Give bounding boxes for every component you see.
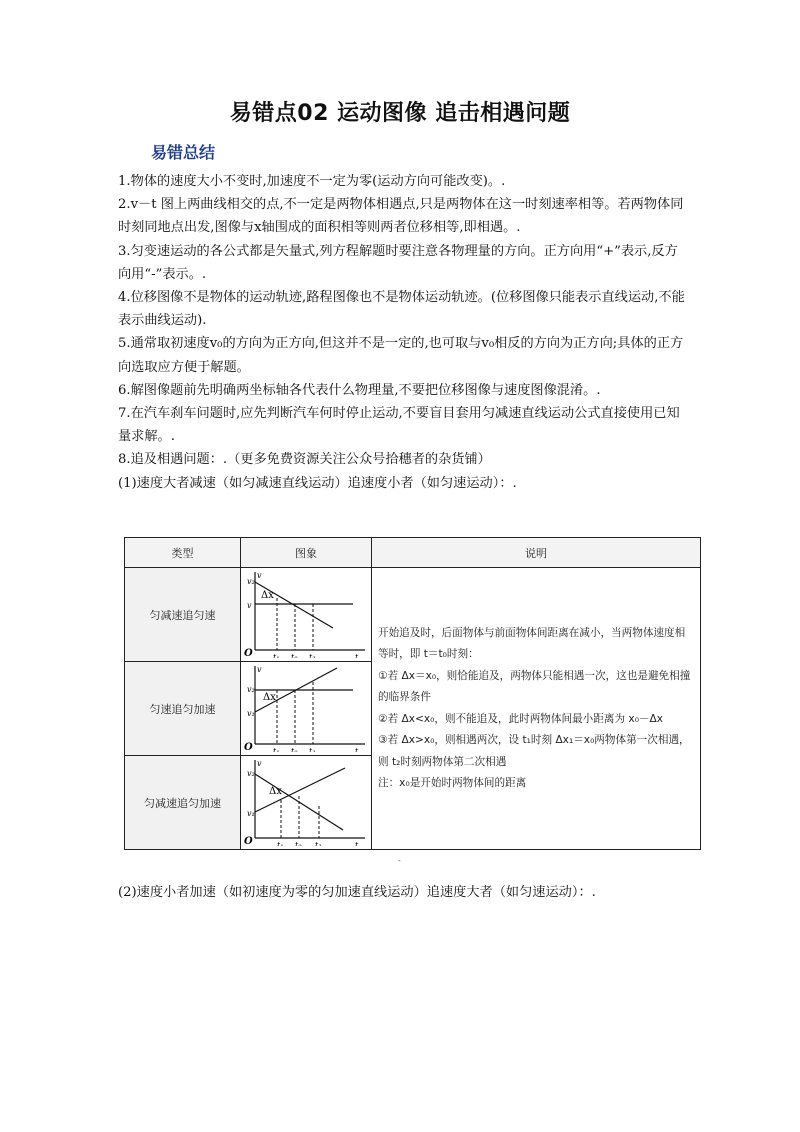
graph-row-1 bbox=[241, 568, 372, 662]
label-t1-2: t₁ bbox=[273, 747, 280, 752]
label-v2-3: v₂ bbox=[247, 769, 255, 778]
footer-dot: - bbox=[398, 856, 401, 865]
desc-case-2: ②若 Δx<x₀，则不能追及，此时两物体间最小距离为 x₀－Δx bbox=[378, 712, 664, 725]
label-v1-2: v₁ bbox=[247, 709, 255, 718]
header-graph: 图象 bbox=[241, 538, 372, 568]
label-t1: t₁ bbox=[273, 653, 280, 658]
type-row-1: 匀减速追匀速 bbox=[125, 568, 241, 662]
section-heading: 易错总结 bbox=[151, 143, 216, 162]
label-v-3: v bbox=[257, 759, 262, 768]
label-t0-2: t₀ bbox=[291, 747, 298, 752]
item-9: (1)速度大者减速（如匀减速直线运动）追速度小者（如匀速运动）：. bbox=[118, 475, 517, 491]
desc-case-1: ①若 Δx＝x₀，则恰能追及，两物体只能相遇一次，这也是避免相撞的临界条件 bbox=[378, 669, 691, 703]
label-v: v bbox=[257, 571, 262, 580]
vt-graph-uniform-vs-accel bbox=[241, 662, 369, 752]
item-5: 5.通常取初速度v₀的方向为正方向,但这并不是一定的,也可取与v₀相反的方向为正方向;具体的正方向选取应方便于解题。 bbox=[118, 336, 684, 375]
label-v2: v₂ bbox=[247, 577, 255, 586]
item-3: 3.匀变速运动的各公式都是矢量式,列方程解题时要注意各物理量的方向。正方向用“+”表示,反方向用“-”表示。. bbox=[118, 243, 678, 282]
item-10: (2)速度小者加速（如初速度为零的匀加速直线运动）追速度大者（如匀速运动）：. bbox=[118, 885, 596, 900]
item-4: 4.位移图像不是物体的运动轨迹,路程图像也不是物体运动轨迹。(位移图像只能表示直线运动,不能表示曲线运动). bbox=[118, 290, 685, 329]
label-dx-3: Δx bbox=[269, 786, 282, 797]
label-t0-3: t₀ bbox=[295, 841, 302, 846]
vt-graph-decel-vs-accel bbox=[241, 756, 369, 846]
summary-list bbox=[118, 170, 690, 495]
desc-intro: 开始追及时，后面物体与前面物体间距离在减小，当两物体速度相等时，即 t＝t₀时刻： bbox=[378, 626, 686, 660]
description bbox=[372, 568, 701, 850]
label-dx: Δx bbox=[261, 590, 274, 601]
label-t0: t₀ bbox=[291, 653, 298, 658]
graph-row-3 bbox=[241, 756, 372, 850]
label-t: t bbox=[355, 653, 359, 658]
label-t2-2: t₂ bbox=[309, 747, 316, 752]
desc-note: 注：x₀是开始时两物体间的距离 bbox=[378, 777, 527, 789]
item-8: 8.追及相遇问题：.（更多免费资源关注公众号拾穗者的杂货铺） bbox=[118, 452, 491, 468]
label-t2-3: t₂ bbox=[315, 841, 322, 846]
header-desc: 说明 bbox=[372, 538, 701, 568]
label-t-3: t bbox=[355, 841, 359, 846]
label-v2-2: v₂ bbox=[247, 685, 255, 694]
label-dx-2: Δx bbox=[263, 692, 276, 703]
label-t-2: t bbox=[355, 747, 359, 752]
label-t2: t₂ bbox=[309, 653, 316, 658]
graph-row-2 bbox=[241, 662, 372, 756]
item-1: 1.物体的速度大小不变时,加速度不一定为零(运动方向可能改变)。. bbox=[118, 174, 506, 189]
label-o-2: O bbox=[244, 742, 253, 752]
vt-graph-decel-vs-uniform bbox=[241, 568, 369, 658]
item-7: 7.在汽车刹车问题时,应先判断汽车何时停止运动,不要盲目套用匀减速直线运动公式直接使用已知量求解。. bbox=[118, 406, 680, 445]
desc-case-3: ③若 Δx>x₀，则相遇两次，设 t₁时刻 Δx₁＝x₀两物体第一次相遇，则 t₂时刻两物体第二次相遇 bbox=[378, 734, 690, 768]
label-v0: v bbox=[247, 601, 252, 610]
item-6: 6.解图像题前先明确两坐标轴各代表什么物理量,不要把位移图像与速度图像混淆。. bbox=[118, 382, 601, 398]
header-type: 类型 bbox=[125, 538, 241, 568]
type-row-2: 匀速追匀加速 bbox=[125, 662, 241, 756]
label-o-3: O bbox=[244, 836, 253, 846]
label-v1-3: v₁ bbox=[247, 809, 255, 818]
label-t1-3: t₁ bbox=[277, 841, 284, 846]
pursuit-table bbox=[124, 537, 701, 850]
label-o: O bbox=[244, 648, 253, 658]
label-v-2: v bbox=[257, 665, 262, 674]
page-title: 易错点02 运动图像 追击相遇问题 bbox=[229, 101, 571, 126]
item-2: 2.v－t 图上两曲线相交的点,不一定是两物体相遇点,只是两物体在这一时刻速率相等。若两物体同时刻同地点出发,图像与x轴围成的面积相等则两者位移相等,即相遇。. bbox=[118, 197, 684, 236]
type-row-3: 匀减速追匀加速 bbox=[125, 756, 241, 850]
